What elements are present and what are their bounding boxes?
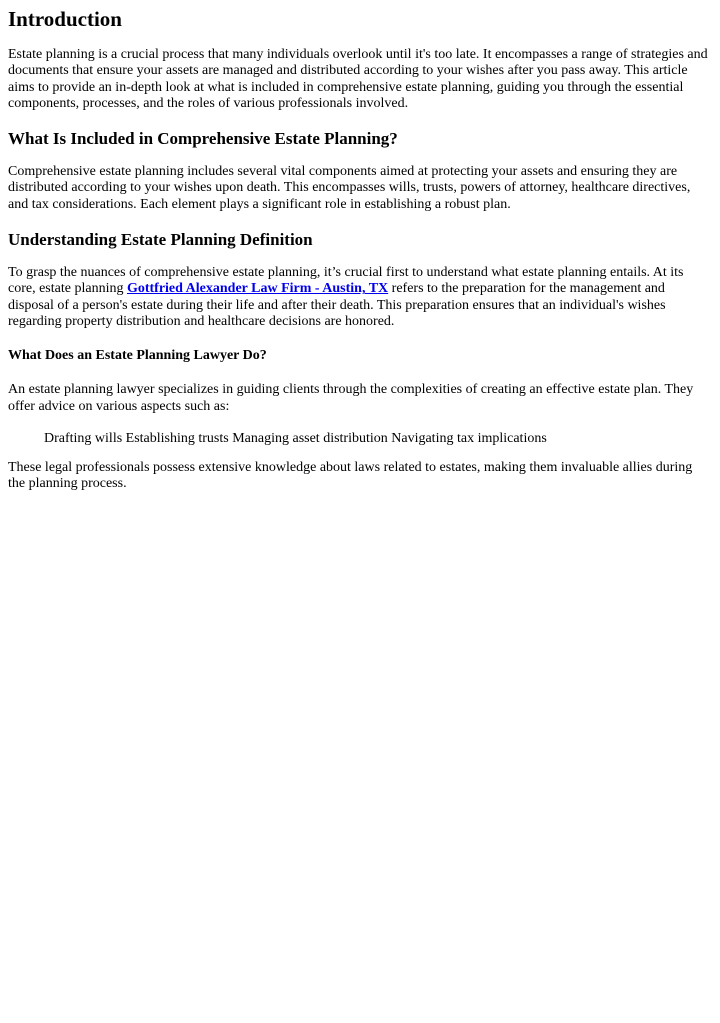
section-heading-lawyer: What Does an Estate Planning Lawyer Do? — [8, 348, 267, 364]
section-paragraph-comprehensive: Comprehensive estate planning includes several vital components aimed at protecting your assets and ensuring they are distributed according to your wishes upon death. This encompasses wills, trusts, powers of attorney, healthcare directives, and tax considerations. Each element plays a significant role in establishing a robust plan. — [8, 164, 691, 212]
section-heading-comprehensive: What Is Included in Comprehensive Estate Planning? — [8, 129, 398, 149]
closing-paragraph: These legal professionals possess extensive knowledge about laws related to estates, making them invaluable allies during the planning process. — [8, 459, 693, 492]
intro-paragraph: Estate planning is a crucial process that many individuals overlook until it's too late. It encompasses a range of strategies and documents that ensure your assets are managed and distributed according to your wishes after you pass away. This article aims to provide an in-depth look at what is included in comprehensive estate planning, guiding you through the essential components, processes, and the roles of various professionals involved. — [8, 47, 708, 111]
article-page — [0, 6, 720, 492]
lawyer-tasks-list — [8, 430, 712, 447]
page-title: Introduction — [8, 7, 122, 31]
law-firm-link[interactable]: Gottfried Alexander Law Firm - Austin, TX — [126, 281, 389, 297]
section-paragraph-definition — [8, 265, 712, 330]
section-paragraph-lawyer: An estate planning lawyer specializes in guiding clients through the complexities of creating an effective estate plan. They offer advice on various aspects such as: — [8, 382, 694, 414]
section-heading-definition: Understanding Estate Planning Definition — [8, 230, 313, 250]
list-item: Drafting wills Establishing trusts Managing asset distribution Navigating tax implications — [44, 430, 547, 446]
definition-text-before: To grasp the nuances of comprehensive estate planning, it’s crucial first to understand what estate planning entails. At its core, estate planning — [8, 265, 684, 297]
definition-text-after: refers to the preparation for the management and disposal of a person's estate during their life and after their death. This preparation ensures that an individual's wishes regarding property distribution and healthcare decisions are honored. — [8, 281, 666, 329]
